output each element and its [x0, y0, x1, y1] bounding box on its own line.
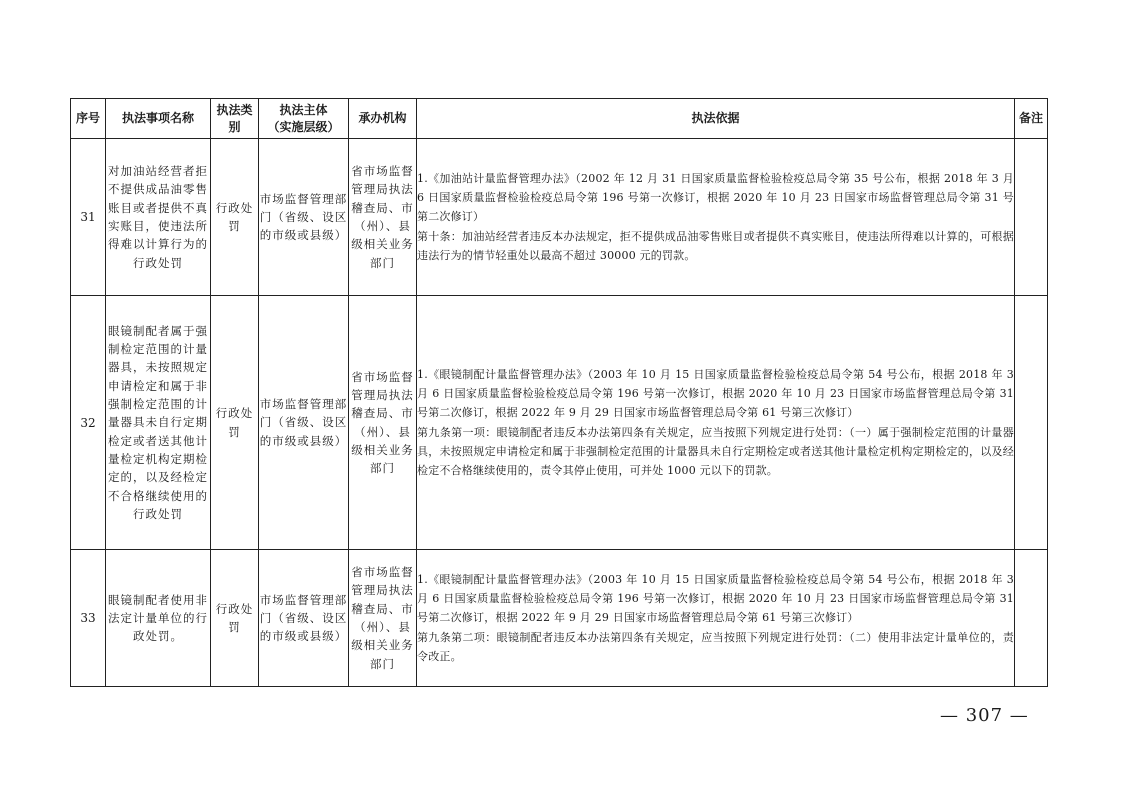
header-body — [259, 99, 349, 139]
cell-body: 市场监督管理部门（省级、设区的市级或县级） — [259, 296, 349, 550]
header-remark: 备注 — [1015, 99, 1048, 139]
header-org: 承办机构 — [349, 99, 417, 139]
page-number: — 307 — — [940, 705, 1029, 726]
cell-type: 行政处罚 — [211, 550, 259, 687]
header-basis: 执法依据 — [417, 99, 1015, 139]
cell-org: 省市场监督管理局执法稽查局、市（州）、县级相关业务部门 — [349, 296, 417, 550]
header-seq: 序号 — [71, 99, 106, 139]
cell-basis — [417, 139, 1015, 296]
cell-type: 行政处罚 — [211, 139, 259, 296]
header-body-sub: （实施层级） — [267, 119, 340, 134]
cell-seq: 33 — [71, 550, 106, 687]
cell-seq: 32 — [71, 296, 106, 550]
cell-remark — [1015, 296, 1048, 550]
cell-remark — [1015, 550, 1048, 687]
basis-source: 1.《眼镜制配计量监督管理办法》（2003 年 10 月 15 日国家质量监督检验检疫总局令第 54 号公布，根据 2018 年 3 月 6 日国家质量监督检验检疫总局令第 196 号第一次修订，根据 2020 年 10 月 23 日国家市场监督管理总局令第 31 号第二次修订，根据 2022 年 9 月 29 日国家市场监督管理总局令第 61 号第三次修订） — [417, 367, 1014, 420]
header-type: 执法类别 — [211, 99, 259, 139]
cell-name: 眼镜制配者使用非法定计量单位的行政处罚。 — [106, 550, 211, 687]
cell-type: 行政处罚 — [211, 296, 259, 550]
header-row — [71, 99, 1048, 139]
cell-seq: 31 — [71, 139, 106, 296]
cell-basis — [417, 296, 1015, 550]
header-body-main: 执法主体 — [279, 102, 328, 117]
cell-org: 省市场监督管理局执法稽查局、市（州）、县级相关业务部门 — [349, 550, 417, 687]
table-row — [71, 139, 1048, 296]
basis-article: 第十条：加油站经营者违反本办法规定，拒不提供成品油零售账目或者提供不真实账目，使违法所得难以计算的，可根据违法行为的情节轻重处以最高不超过 30000 元的罚款。 — [417, 229, 1014, 262]
basis-article: 第九条第二项：眼镜制配者违反本办法第四条有关规定，应当按照下列规定进行处罚：（二）使用非法定计量单位的，责令改正。 — [417, 630, 1014, 663]
table-row — [71, 296, 1048, 550]
enforcement-table — [70, 98, 1048, 687]
basis-source: 1.《眼镜制配计量监督管理办法》（2003 年 10 月 15 日国家质量监督检验检疫总局令第 54 号公布，根据 2018 年 3 月 6 日国家质量监督检验检疫总局令第 196 号第一次修订，根据 2020 年 10 月 23 日国家市场监督管理总局令第 31 号第二次修订，根据 2022 年 9 月 29 日国家市场监督管理总局令第 61 号第三次修订） — [417, 572, 1014, 625]
table-row — [71, 550, 1048, 687]
cell-body: 市场监督管理部门（省级、设区的市级或县级） — [259, 550, 349, 687]
header-name: 执法事项名称 — [106, 99, 211, 139]
cell-body: 市场监督管理部门（省级、设区的市级或县级） — [259, 139, 349, 296]
cell-name: 眼镜制配者属于强制检定范围的计量器具，未按照规定申请检定和属于非强制检定范围的计量器具未自行定期检定或者送其他计量检定机构定期检定的，以及经检定不合格继续使用的行政处罚 — [106, 296, 211, 550]
basis-article: 第九条第一项：眼镜制配者违反本办法第四条有关规定，应当按照下列规定进行处罚：（一）属于强制检定范围的计量器具，未按照规定申请检定和属于非强制检定范围的计量器具未自行定期检定或者送其他计量检定机构定期检定的，以及经检定不合格继续使用的，责令其停止使用，可并处 1000 元以下的罚款。 — [417, 425, 1014, 477]
cell-remark — [1015, 139, 1048, 296]
cell-org: 省市场监督管理局执法稽查局、市（州）、县级相关业务部门 — [349, 139, 417, 296]
cell-basis — [417, 550, 1015, 687]
cell-name: 对加油站经营者拒不提供成品油零售账目或者提供不真实账目，使违法所得难以计算行为的行政处罚 — [106, 139, 211, 296]
basis-source: 1.《加油站计量监督管理办法》（2002 年 12 月 31 日国家质量监督检验检疫总局令第 35 号公布，根据 2018 年 3 月 6 日国家质量监督检验检疫总局令第 196 号第一次修订，根据 2020 年 10 月 23 日国家市场监督管理总局令第 31 号第二次修订） — [417, 171, 1014, 224]
